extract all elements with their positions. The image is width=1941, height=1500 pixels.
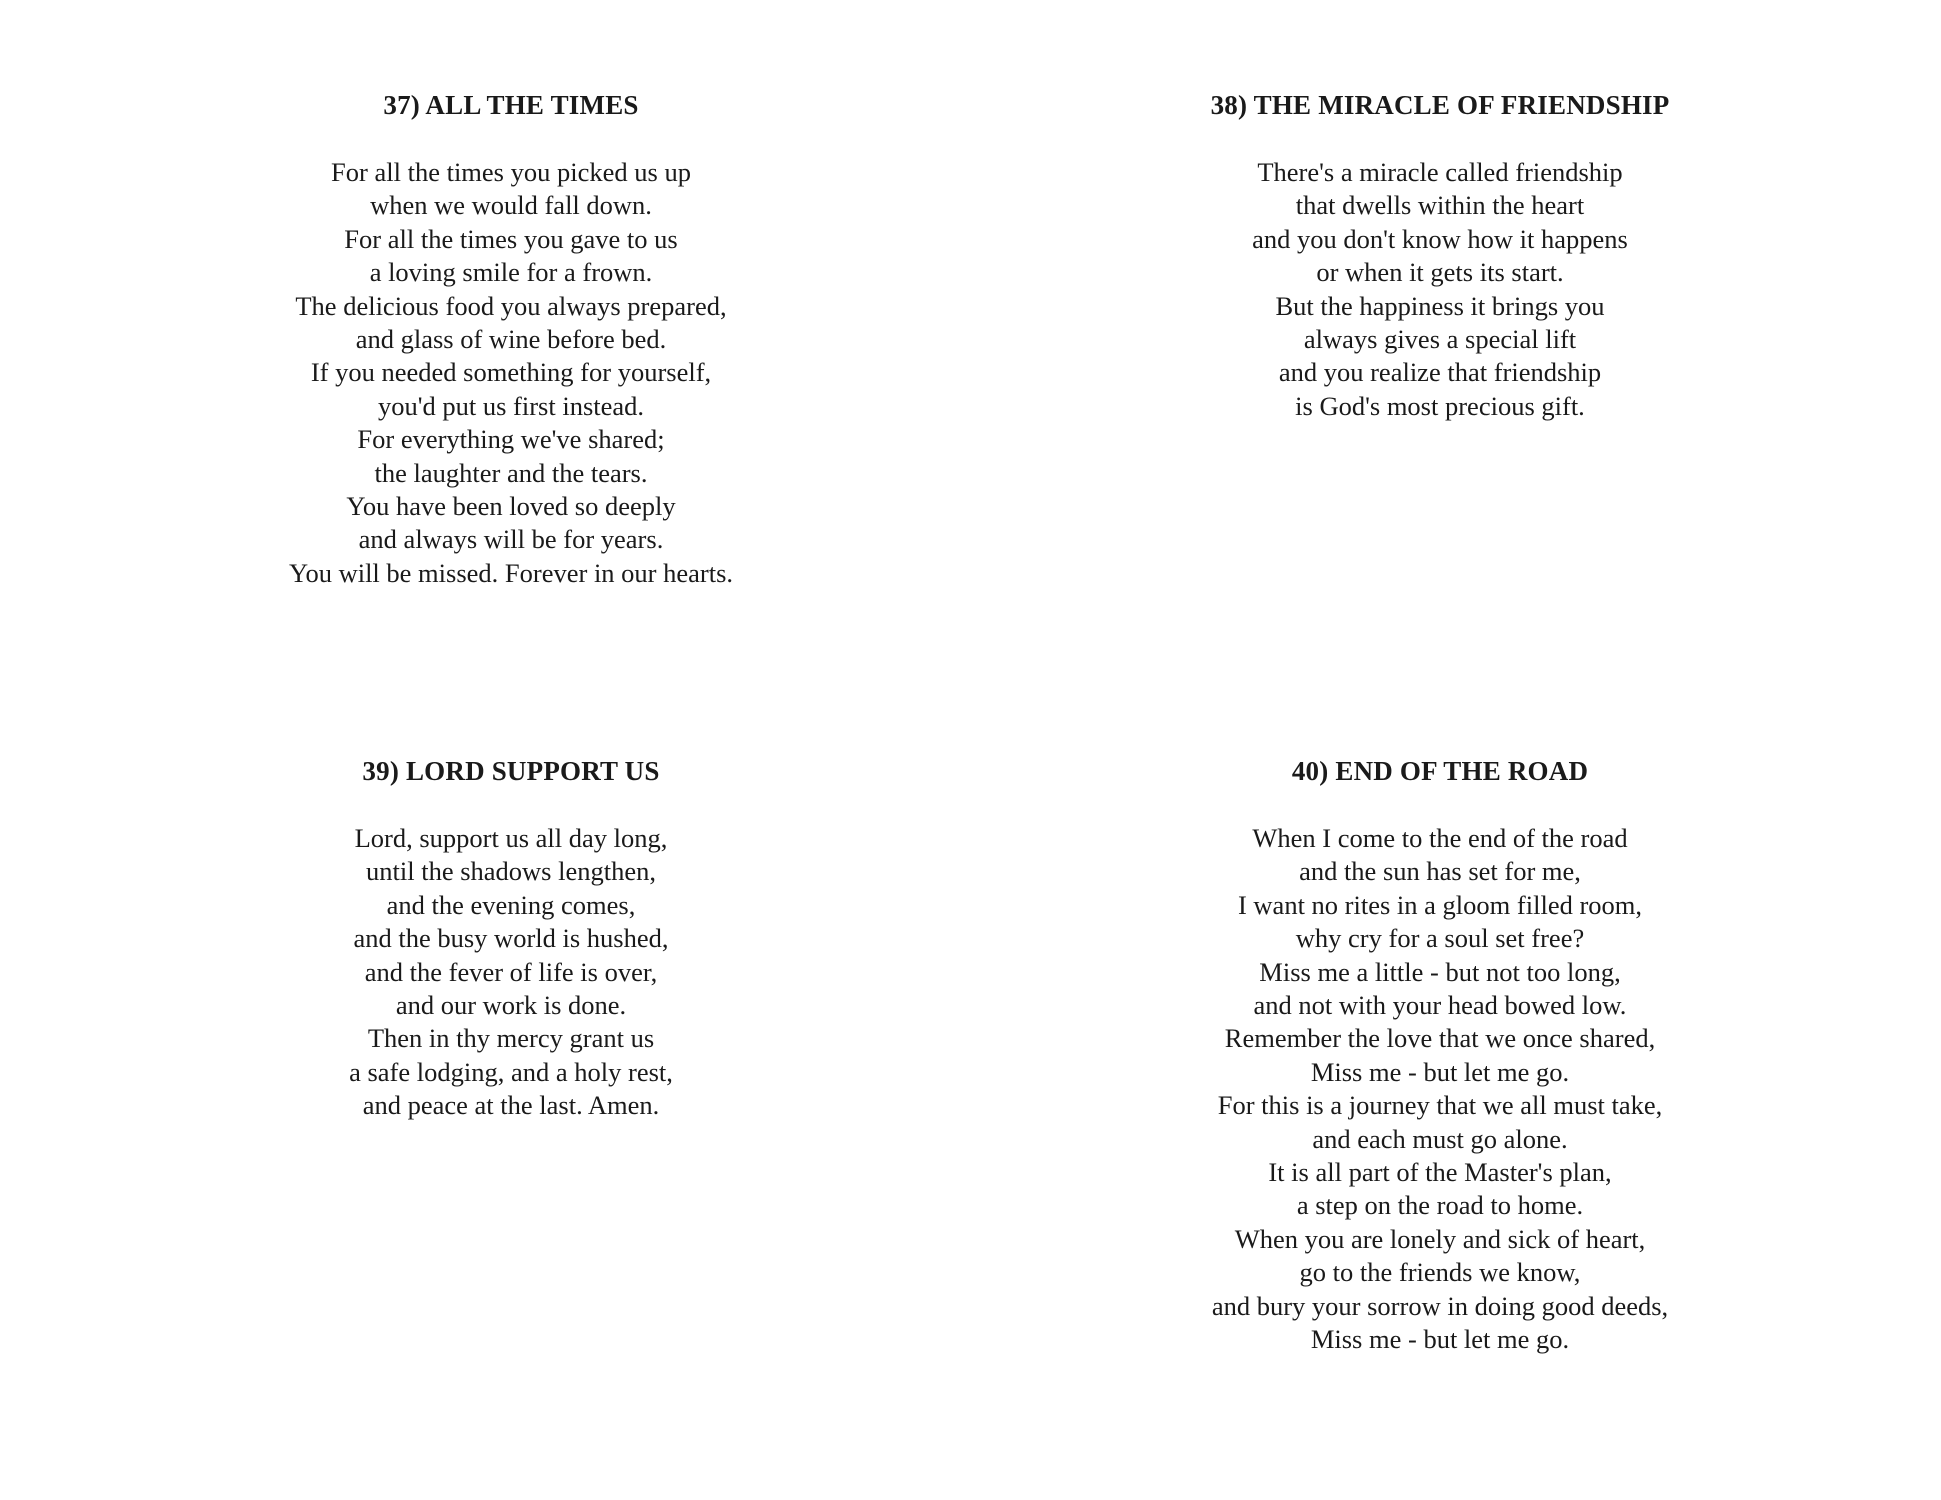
poem-line: You have been loved so deeply (346, 491, 676, 522)
poem-line: and always will be for years. (358, 524, 664, 555)
poem-line: Then in thy mercy grant us (367, 1023, 655, 1054)
poem-line: go to the friends we know, (1299, 1257, 1581, 1288)
poem-line: Lord, support us all day long, (354, 823, 668, 853)
poem-line: that dwells within the heart (1295, 190, 1585, 221)
poem-line: If you needed something for yourself, (310, 357, 712, 388)
poem-line: a step on the road to home. (1296, 1190, 1584, 1221)
poem-line: and the evening comes, (386, 889, 636, 920)
poem-line: and each must go alone. (1312, 1123, 1568, 1154)
poem-line: Remember the love that we once shared, (1224, 1023, 1656, 1054)
poem-line: But the happiness it brings you (1275, 290, 1605, 321)
poem-40-end-of-the-road (1100, 754, 1780, 1357)
poem-title: 39) LORD SUPPORT US (362, 756, 660, 786)
poem-line: always gives a special lift (1303, 324, 1577, 355)
poem-line: and you realize that friendship (1278, 357, 1602, 388)
poem-line: and our work is done. (395, 990, 627, 1021)
poem-line: and the fever of life is over, (364, 956, 658, 987)
poem-line: and bury your sorrow in doing good deeds, (1211, 1290, 1669, 1321)
poem-title: 38) THE MIRACLE OF FRIENDSHIP (1210, 90, 1670, 120)
poem-line: For all the times you gave to us (344, 223, 678, 254)
poem-39-lord-support-us (171, 754, 851, 1123)
poem-line: or when it gets its start. (1316, 257, 1564, 288)
poem-body (1100, 156, 1780, 423)
poem-body (171, 822, 851, 1123)
poem-line: and glass of wine before bed. (355, 324, 667, 355)
poem-line: and peace at the last. Amen. (362, 1090, 660, 1121)
poem-line: a loving smile for a frown. (369, 257, 653, 288)
poem-line: Miss me - but let me go. (1310, 1056, 1570, 1087)
poem-line: When you are lonely and sick of heart, (1234, 1223, 1646, 1254)
poem-line: and not with your head bowed low. (1253, 990, 1627, 1021)
poem-line: The delicious food you always prepared, (295, 290, 727, 321)
poem-line: is God's most precious gift. (1295, 390, 1585, 421)
poem-body (171, 156, 851, 590)
poem-line: the laughter and the tears. (374, 457, 648, 488)
poem-38-miracle-of-friendship (1100, 88, 1780, 423)
poem-37-all-the-times (171, 88, 851, 590)
poem-line: you'd put us first instead. (377, 390, 645, 421)
poem-line: For this is a journey that we all must take, (1217, 1090, 1663, 1121)
poem-line: why cry for a soul set free? (1295, 923, 1585, 954)
poem-line: There's a miracle called friendship (1257, 157, 1623, 187)
poem-line: For all the times you picked us up (331, 157, 691, 187)
poem-line: Miss me a little - but not too long, (1259, 956, 1621, 987)
poem-line: and the sun has set for me, (1299, 856, 1581, 887)
poem-line: Miss me - but let me go. (1310, 1324, 1570, 1355)
poem-line: and you don't know how it happens (1252, 223, 1628, 254)
poem-line: When I come to the end of the road (1252, 823, 1628, 853)
poem-line: a safe lodging, and a holy rest, (349, 1056, 673, 1087)
poem-line: when we would fall down. (370, 190, 652, 221)
poem-title: 37) ALL THE TIMES (383, 90, 639, 120)
poem-line: until the shadows lengthen, (366, 856, 656, 887)
poem-line: and the busy world is hushed, (353, 923, 669, 954)
poem-line: You will be missed. Forever in our hearts. (288, 557, 734, 588)
poem-title: 40) END OF THE ROAD (1291, 756, 1589, 786)
poem-line: For everything we've shared; (357, 424, 665, 455)
poem-body (1100, 822, 1780, 1357)
poem-line: It is all part of the Master's plan, (1268, 1157, 1612, 1188)
poem-line: I want no rites in a gloom filled room, (1237, 889, 1643, 920)
